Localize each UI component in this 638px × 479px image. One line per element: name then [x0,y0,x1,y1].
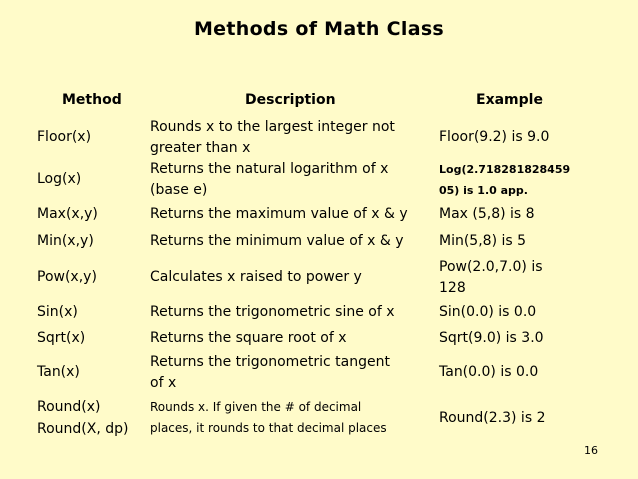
method-cell: Round(x) [37,399,101,415]
example-line-1: Pow(2.0,7.0) is [439,259,543,275]
method-cell-2: Round(X, dp) [37,421,129,437]
example-line-2: 05) is 1.0 app. [439,184,528,197]
description-cell: Returns the trigonometric sine of x [150,304,395,320]
description-cell: Returns the minimum value of x & y [150,233,404,249]
method-cell: Max(x,y) [37,206,98,222]
method-cell: Log(x) [37,171,82,187]
method-cell: Floor(x) [37,129,92,145]
description-line-1: Rounds x to the largest integer not [150,119,395,135]
example-cell: Round(2.3) is 2 [439,410,546,426]
example-cell: Sqrt(9.0) is 3.0 [439,330,544,346]
method-cell: Sqrt(x) [37,330,86,346]
page-number: 16 [584,444,598,457]
header-example: Example [476,92,543,108]
description-line-2: places, it rounds to that decimal places [150,421,387,435]
description-line-2: (base e) [150,182,208,198]
method-cell: Min(x,y) [37,233,94,249]
description-line-2: of x [150,375,177,391]
method-cell: Sin(x) [37,304,78,320]
method-cell: Pow(x,y) [37,269,97,285]
header-description: Description [245,92,336,108]
example-line-1: Log(2.718281828459 [439,163,571,176]
description-cell: Returns the maximum value of x & y [150,206,408,222]
description-line-1: Returns the trigonometric tangent [150,354,390,370]
example-cell: Tan(0.0) is 0.0 [439,364,539,380]
example-cell: Max (5,8) is 8 [439,206,535,222]
example-cell: Min(5,8) is 5 [439,233,527,249]
description-cell: Returns the square root of x [150,330,347,346]
description-line-1: Rounds x. If given the # of decimal [150,400,362,414]
description-line-2: greater than x [150,140,251,156]
description-cell: Calculates x raised to power y [150,269,362,285]
slide-title: Methods of Math Class [193,18,445,40]
example-cell: Sin(0.0) is 0.0 [439,304,537,320]
description-line-1: Returns the natural logarithm of x [150,161,389,177]
example-cell: Floor(9.2) is 9.0 [439,129,550,145]
method-cell: Tan(x) [37,364,80,380]
example-line-2: 128 [439,280,466,296]
header-method: Method [62,92,122,108]
